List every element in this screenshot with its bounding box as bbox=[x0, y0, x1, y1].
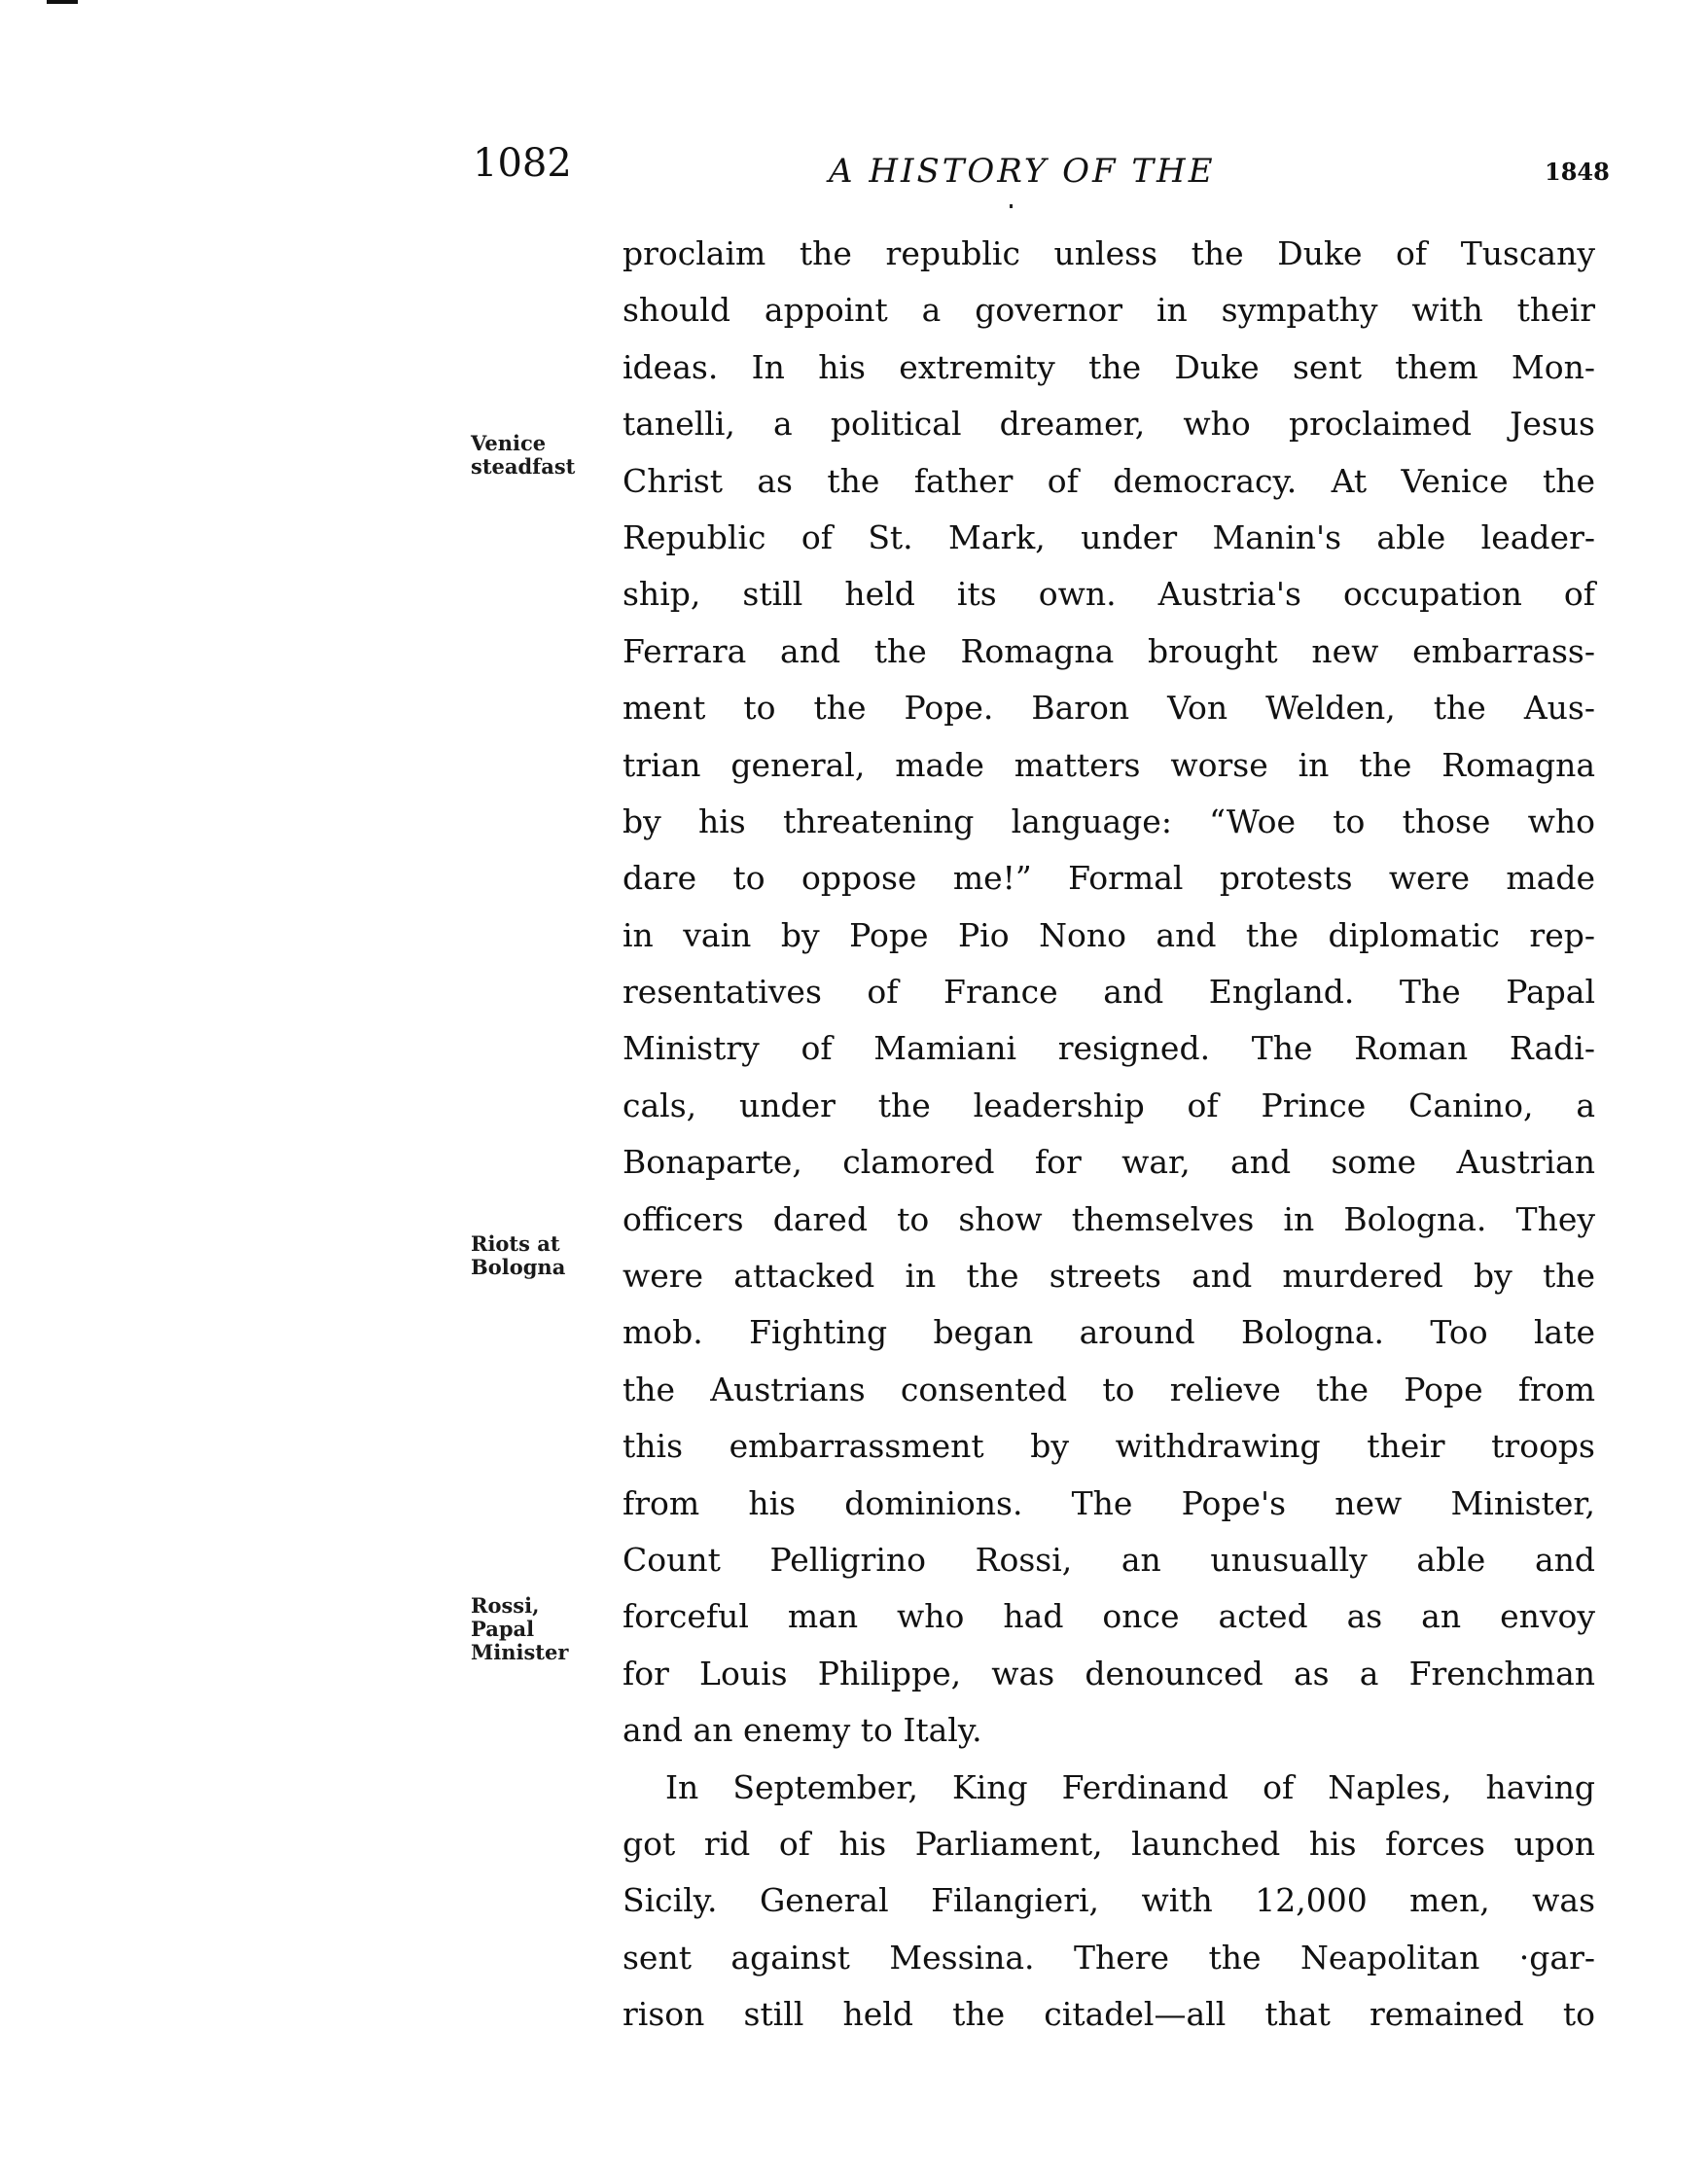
text-line: In September, King Ferdinand of Naples, having bbox=[665, 1767, 1595, 1806]
margin-note-rossi bbox=[471, 1594, 568, 1664]
body-text bbox=[623, 226, 1595, 2044]
text-line: in vain by Pope Pio Nono and the diplomatic rep- bbox=[623, 915, 1595, 954]
text-line: Bonaparte, clamored for war, and some Austrian bbox=[623, 1143, 1595, 1182]
text-line: resentatives of France and England. The Papal bbox=[623, 973, 1595, 1012]
margin-note-line: Rossi, bbox=[471, 1593, 540, 1618]
text-line: proclaim the republic unless the Duke of Tuscany bbox=[623, 234, 1595, 272]
margin-note-line: Papal bbox=[471, 1617, 535, 1641]
text-line: and an enemy to Italy. bbox=[623, 1711, 982, 1750]
scan-artifact-mark bbox=[47, 0, 78, 4]
text-line: officers dared to show themselves in Bologna. They bbox=[623, 1199, 1595, 1238]
text-line: from his dominions. The Pope's new Minister, bbox=[623, 1483, 1595, 1522]
text-line: trian general, made matters worse in the Romagna bbox=[623, 745, 1595, 784]
paragraph-2 bbox=[623, 1760, 1595, 2044]
running-title: A HISTORY OF THE bbox=[829, 152, 1216, 191]
text-line: ship, still held its own. Austria's occupation of bbox=[623, 575, 1595, 614]
margin-note-line: Bologna bbox=[471, 1255, 566, 1279]
text-line: the Austrians consented to relieve the Pope from bbox=[623, 1370, 1595, 1408]
year-heading: 1848 bbox=[1545, 158, 1610, 186]
text-line: Ferrara and the Romagna brought new embarrass- bbox=[623, 631, 1595, 670]
text-line: rison still held the citadel—all that remained to bbox=[623, 1995, 1595, 2034]
text-line: ment to the Pope. Baron Von Welden, the Aus- bbox=[623, 689, 1595, 728]
text-line: mob. Fighting began around Bologna. Too late bbox=[623, 1313, 1595, 1352]
text-line: by his threatening language: “Woe to those who bbox=[623, 802, 1595, 840]
print-speck bbox=[1010, 204, 1013, 208]
text-line: cals, under the leadership of Prince Canino, a bbox=[623, 1086, 1595, 1124]
text-line: Ministry of Mamiani resigned. The Roman Radi- bbox=[623, 1029, 1595, 1068]
paragraph-1 bbox=[623, 226, 1595, 1760]
text-line: were attacked in the streets and murdered by the bbox=[623, 1257, 1595, 1296]
text-line: dare to oppose me!” Formal protests were made bbox=[623, 859, 1595, 898]
margin-note-line: steadfast bbox=[471, 454, 576, 479]
text-line: Count Pelligrino Rossi, an unusually able and bbox=[623, 1540, 1595, 1579]
margin-note-line: Minister bbox=[471, 1640, 569, 1664]
page-number: 1082 bbox=[473, 141, 572, 186]
text-line: this embarrassment by withdrawing their troops bbox=[623, 1427, 1595, 1466]
text-line: for Louis Philippe, was denounced as a Frenchman bbox=[623, 1654, 1595, 1692]
margin-note-line: Riots at bbox=[471, 1231, 560, 1256]
text-line: sent against Messina. There the Neapolitan ·gar- bbox=[623, 1938, 1595, 1977]
text-line: Republic of St. Mark, under Manin's able leader- bbox=[623, 517, 1595, 556]
text-line: forceful man who had once acted as an envoy bbox=[623, 1597, 1595, 1636]
margin-note-line: Venice bbox=[471, 431, 547, 455]
text-line: should appoint a governor in sympathy with their bbox=[623, 291, 1595, 330]
text-line: tanelli, a political dreamer, who proclaimed Jesus bbox=[623, 405, 1595, 444]
margin-note-riots bbox=[471, 1232, 565, 1279]
text-line: ideas. In his extremity the Duke sent them Mon- bbox=[623, 347, 1595, 386]
text-line: Sicily. General Filangieri, with 12,000 men, was bbox=[623, 1881, 1595, 1920]
text-line: Christ as the father of democracy. At Venice the bbox=[623, 461, 1595, 500]
margin-note-venice bbox=[471, 432, 575, 479]
text-line: got rid of his Parliament, launched his forces upon bbox=[623, 1824, 1595, 1863]
